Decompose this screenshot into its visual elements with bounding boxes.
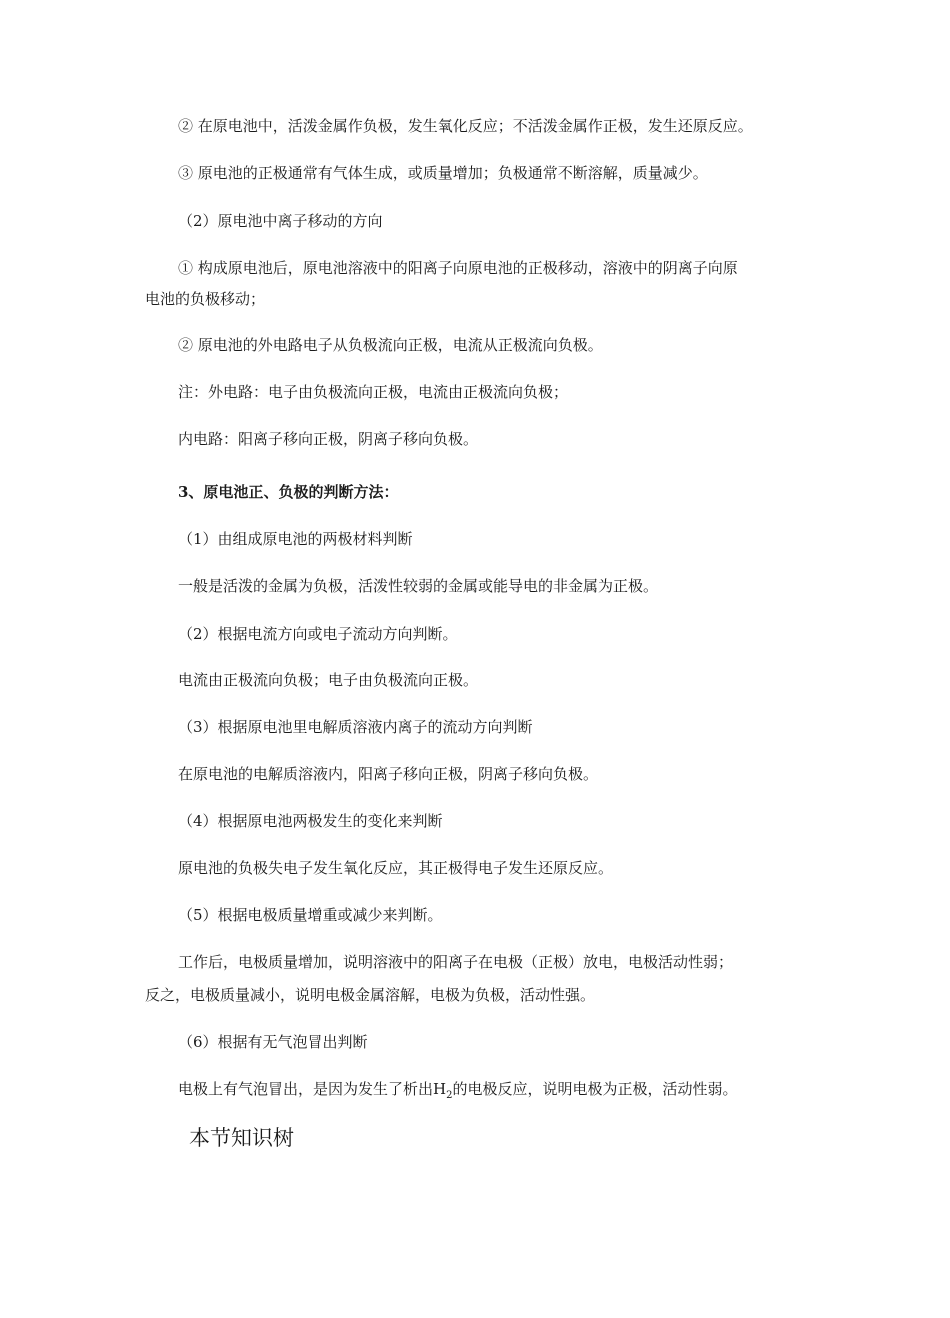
paragraph-electron-current-flow: ② 原电池的外电路电子从负极流向正极，电流从正极流向负极。 (178, 336, 603, 354)
method-6-text-post: 的电极反应，说明电极为正极，活动性弱。 (452, 1080, 738, 1098)
note-external-circuit: 注：外电路：电子由负极流向正极，电流由正极流向负极； (178, 383, 569, 401)
hydrogen-subscript: 2 (446, 1090, 453, 1101)
method-4-title: （4）根据原电池两极发生的变化来判断 (178, 812, 443, 830)
method-1-title: （1）由组成原电池的两极材料判断 (178, 530, 413, 548)
section-heading-knowledge-tree: 本节知识树 (189, 1126, 294, 1150)
method-6-text-pre: 电极上有气泡冒出，是因为发生了析出H (178, 1080, 447, 1098)
method-5-title: （5）根据电极质量增重或减少来判断。 (178, 906, 443, 924)
method-4-text: 原电池的负极失电子发生氧化反应，其正极得电子发生还原反应。 (178, 859, 614, 877)
section-title-judgement-methods: 3、原电池正、负极的判断方法： (178, 483, 399, 501)
method-2-title: （2）根据电流方向或电子流动方向判断。 (178, 625, 458, 643)
method-3-title: （3）根据原电池里电解质溶液内离子的流动方向判断 (178, 718, 533, 736)
method-6-title: （6）根据有无气泡冒出判断 (178, 1033, 368, 1051)
paragraph-gas-mass-change: ③ 原电池的正极通常有气体生成，或质量增加；负极通常不断溶解，质量减少。 (178, 164, 708, 182)
method-2-text: 电流由正极流向负极；电子由负极流向正极。 (178, 671, 479, 689)
method-1-text: 一般是活泼的金属为负极，活泼性较弱的金属或能导电的非金属为正极。 (178, 577, 659, 595)
method-3-text: 在原电池的电解质溶液内，阳离子移向正极，阴离子移向负极。 (178, 765, 599, 783)
method-5-text-line1: 工作后，电极质量增加，说明溶液中的阳离子在电极（正极）放电，电极活动性弱； (178, 953, 734, 971)
paragraph-ion-direction-line1: ① 构成原电池后，原电池溶液中的阳离子向原电池的正极移动，溶液中的阴离子向原 (178, 259, 738, 277)
method-5-text-line2: 反之，电极质量减小，说明电极金属溶解，电极为负极，活动性强。 (145, 986, 596, 1004)
paragraph-anode-cathode-metals: ② 在原电池中，活泼金属作负极，发生氧化反应；不活泼金属作正极，发生还原反应。 (178, 117, 753, 135)
paragraph-ion-direction-line2: 电池的负极移动； (145, 290, 266, 308)
method-6-text (178, 1079, 737, 1106)
subheading-ion-movement: （2）原电池中离子移动的方向 (178, 212, 383, 230)
note-internal-circuit: 内电路：阳离子移向正极，阴离子移向负极。 (178, 430, 479, 448)
